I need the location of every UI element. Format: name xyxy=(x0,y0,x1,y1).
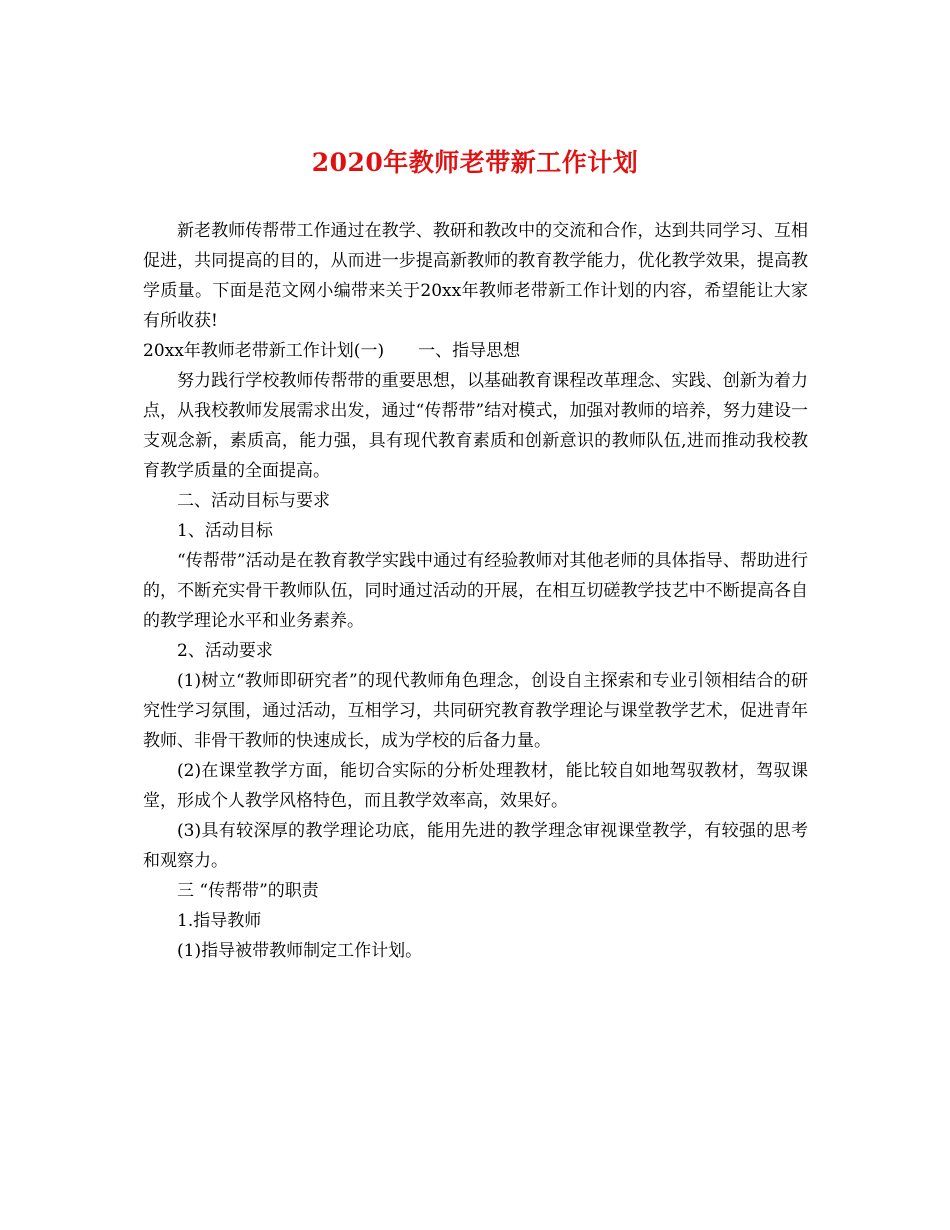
subsection-heading: 2、活动要求 xyxy=(177,641,273,661)
subsection-heading: 1.指导教师 xyxy=(177,911,262,931)
subsection-heading: 1、活动目标 xyxy=(177,521,273,541)
requirement-item: (2)在课堂教学方面，能切合实际的分析处理教材，能比较自如地驾驭教材，驾驭课堂，形成个人教学风格特色，而且教学效率高，效果好。 xyxy=(143,761,808,811)
list-item: (1)指导被带教师制定工作计划。 xyxy=(177,941,423,961)
requirement-item: (1)树立“教师即研究者”的现代教师角色理念，创设自主探索和专业引领相结合的研究性学习氛围，通过活动，互相学习，共同研究教育教学理论与课堂教学艺术，促进青年教师、非骨干教师的快速成长，成为学校的后备力量。 xyxy=(143,671,808,751)
activity-goal-paragraph: “传帮带”活动是在教育教学实践中通过有经验教师对其他老师的具体指导、帮助进行的，不断充实骨干教师队伍，同时通过活动的开展，在相互切磋教学技艺中不断提高各自的教学理论水平和业务素养。 xyxy=(143,551,808,631)
requirement-item: (3)具有较深厚的教学理论功底，能用先进的教学理念审视课堂教学，有较强的思考和观察力。 xyxy=(143,821,808,871)
guiding-thought-paragraph: 努力践行学校教师传帮带的重要思想，以基础教育课程改革理念、实践、创新为着力点，从我校教师发展需求出发，通过“传帮带”结对模式，加强对教师的培养，努力建设一支观念新，素质高，能力强，具有现代教育素质和创新意识的教师队伍,进而推动我校教育教学质量的全面提高。 xyxy=(143,371,808,481)
section-heading: 三 “传帮带”的职责 xyxy=(177,881,319,901)
intro-paragraph: 新老教师传帮带工作通过在教学、教研和教改中的交流和合作，达到共同学习、互相促进，共同提高的目的，从而进一步提高新教师的教育教学能力，优化教学效果，提高教学质量。下面是范文网小编带来关于20xx年教师老带新工作计划的内容，希望能让大家有所收获! xyxy=(143,221,808,331)
section-heading: 二、活动目标与要求 xyxy=(177,491,330,511)
plan-heading: 20xx年教师老带新工作计划(一) 一、指导思想 xyxy=(143,341,521,361)
document-title: 2020年教师老带新工作计划 xyxy=(311,148,639,177)
document-body xyxy=(143,216,808,966)
